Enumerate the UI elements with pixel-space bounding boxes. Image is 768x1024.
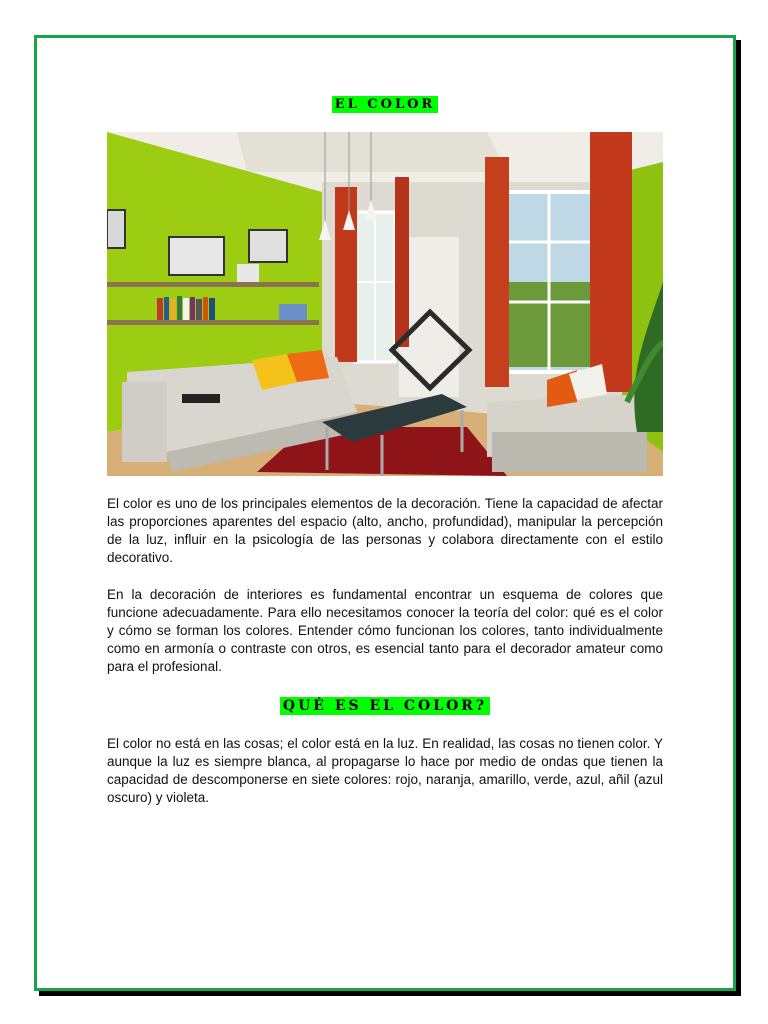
subtitle-heading: [37, 697, 733, 715]
subtitle-text: QUÉ ES EL COLOR?: [280, 697, 490, 715]
living-room-illustration: [107, 132, 663, 476]
living-room-photo: [107, 132, 663, 476]
title-heading: [37, 95, 733, 113]
paragraph-2: En la decoración de interiores es fundamental encontrar un esquema de colores que funcione adecuadamente. Para ello necesitamos conocer la teoría del color: qué es el color y cómo se forman los colores. Entender cómo funcionan los colores, tanto individualmente como en armonía o contraste con otros, es esencial tanto para el decorador amateur como para el profesional.: [107, 587, 663, 674]
title-text: EL COLOR: [332, 96, 439, 113]
paragraph-3: El color no está en las cosas; el color está en la luz. En realidad, las cosas no tienen color. Y aunque la luz es siempre blanca, al propagarse lo hace por medio de ondas que tienen la capacidad de descomponerse en siete colores: rojo, naranja, amarillo, verde, azul, añil (azul oscuro) y violeta.: [107, 736, 663, 805]
page-frame: [34, 35, 736, 991]
paragraph-1: El color es uno de los principales elementos de la decoración. Tiene la capacidad de afectar las proporciones aparentes del espacio (alto, ancho, profundidad), manipular la percepción de la luz, influir en la psicología de las personas y colabora directamente con el estilo decorativo.: [107, 496, 663, 565]
